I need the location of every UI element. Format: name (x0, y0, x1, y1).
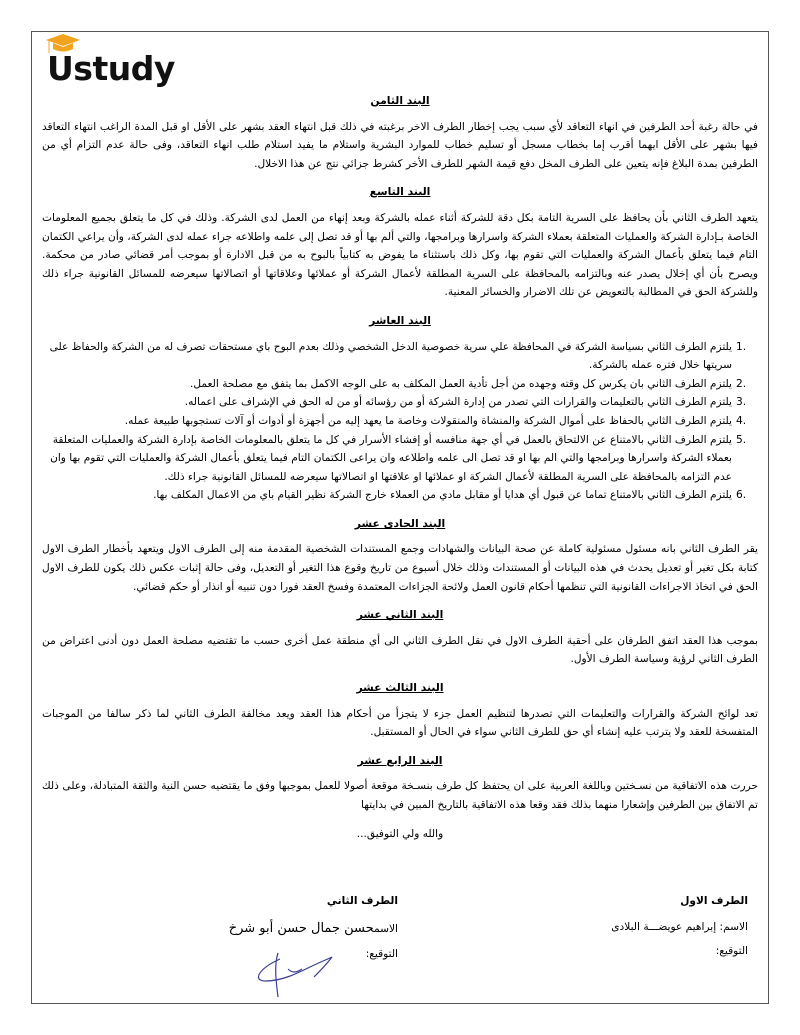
list-item (42, 338, 747, 375)
item-text: يلتزم الطرف الثاني بالحفاظ على أموال الشركة والمنشاة والمنقولات وخاصة ما يعهد إليه من أجهزة أو أدوات أو آلات تستجوبها طبيعة عمله. (124, 414, 732, 427)
first-party-name (488, 921, 748, 933)
clause-title: البند الرابع عشر (357, 753, 443, 767)
first-party-heading: الطرف الاول (680, 895, 748, 907)
clause-title: البند التاسع (369, 185, 431, 199)
item-text: يلتزم الطرف الثاني بسياسة الشركة في المحافظة علي سرية خصوصية الدخل الشخصي وذلك بعدم البوح باي مستحقات تصرف له من الشركة والحفاظ على سريتها خلال فتره عمله بالشركة. (49, 340, 732, 372)
second-party-name (138, 921, 398, 936)
item-text: يلتزم الطرف الثاني بان يكرس كل وقته وجهده من أجل تأدية العمل المكلف به على الوجه الاكمل بما يتفق مع مصلحة العمل. (190, 377, 732, 390)
item-text: يلتزم الطرف الثاني بالامتناع عن الالتحاق بالعمل في أي جهة منافسه أو إفشاء الأسرار في كل ما يتعلق بالمعلومات الخاصة بإدارة الشركة والعمليات المتعلقة بعملاء الشركة واسرارها وبرامجها والتي الم بها او قد تصل الى علمه واطلاعه وان يراعى الكتمان التام فيما يتعلق بأعمال الشركة والعمليات التي تقوم بها وان عدم التزامه بالمحافظة على السرية المطلقة لأعمال الشركة او عملائها او علاقتها او اتصالاتها سيعرضه للمسائل القانونية جراء ذلك. (50, 433, 732, 483)
item-number: 6. (736, 489, 747, 502)
name-label: الاسم (374, 923, 398, 935)
list-item (42, 486, 747, 505)
ustudy-logo (45, 33, 175, 93)
logo-text: Ustudy (47, 49, 175, 88)
list-item (42, 375, 747, 394)
item-number: 3. (736, 396, 747, 409)
clause-title: البند الثالث عشر (356, 681, 444, 695)
second-party-heading: الطرف الثاني (326, 895, 398, 907)
item-text: يلتزم الطرف الثاني بالتعليمات والقرارات التي تصدر من إدارة الشركة أو من رؤسائه أو من له الحق في الإشراف على اعماله. (184, 396, 732, 409)
clause-text: حررت هذه الاتفاقية من نسـختين وباللغة العربية على ان يحتفظ كل طرف بنسـخة موقعة أصولا للعمل بموجبها وفق ما يقتضيه حسن النية والثقة المتبادلة، وعلى ذلك تم الاتفاق بين الطرفين وإشعارا منهما بذلك فقد وقعا هذه الاتفاقية بالتاريخ المبين في بدايتها (42, 780, 758, 811)
clause-14 (42, 752, 758, 815)
first-party-signature-line (488, 945, 748, 957)
clause-title: البند الحادى عشر (354, 516, 446, 530)
list-item (42, 431, 747, 487)
clause-11 (42, 515, 758, 596)
clause-title: البند العاشر (369, 313, 431, 327)
signature-block (42, 895, 758, 995)
item-number: 1. (736, 340, 747, 353)
clause-8 (42, 92, 758, 173)
clause-text: بموجب هذا العقد اتفق الطرفان على أحقية الطرف الاول في نقل الطرف الثاني الى أي منطقة عمل أخرى حسب ما تقتضيه مصلحة العمل دون أدنى اعتراض من الطرف الثاني لرؤية وسياسة الطرف الأول. (42, 634, 758, 666)
clause-text: يتعهد الطرف الثاني بأن يحافظ على السرية التامة بكل دقة للشركة أثناء عمله بالشركة وبعد إنهاء من العمل لدى الشركة. وذلك في كل ما يتعلق بجميع المعلومات الخاصة بـإدارة الشركة والعمليات المتعلقة بعملاء الشركة واسرارها وبرامجها، والتي ألم بها أو قد تصل إلى علمه واطلاعه جراء عمله لدى الشركة، وأن يراعي الكتمان التام فيما يتعلق بأعمال الشركة والعمليات التي تقوم بها، وكل ذلك باستثناء ما يفوض به كتابياً بالبوح به من قبل الادارة أو بموجب أمر قضائي صادر من محكمة. ويصرح بأن أي إخلال يصدر عنه وبالتزامه بالمحافظة على السرية المطلقة لأعمال الشركة أو عملائها وعلاقاتها أو اتصالاتها سيعرضه للمسائل القانونية جراء ذلك وللشركة الحق في المطالبة بالتعويض عن تلك الاضرار والخسائر المعنية. (42, 211, 758, 299)
clause-9 (42, 183, 758, 302)
signature-label: التوقيع: (715, 945, 748, 957)
name-value: إبراهيم عويضـــة البلادى (611, 921, 717, 933)
clause-text: يقر الطرف الثاني بانه مسئول مسئولية كاملة عن صحة البيانات والشهادات وجمع المستندات الشخصية المقدمة منه إلى الطرف الاول ويتعهد بأخطار الطرف الاول كتابة بكل تغير أو تعديل يحدث في هذه البيانات أو المستندات وذلك خلال أسبوع من تاريخ وقوع هذا التغير أو التعديل، وفى حالة إثبات عكس ذلك يكون للطرف الاول الحق في اتخاذ الاجراءات القانونية التي تنظمها أحكام قانون العمل ولائحة الجزاءات المعتمدة وفسخ العقد فورا دون تنبيه أو انذار أو حكم قضائي. (42, 543, 758, 593)
list-item (42, 393, 747, 412)
clause-12 (42, 606, 758, 669)
clause-title: البند الثاني عشر (356, 608, 444, 622)
item-number: 2. (736, 377, 747, 390)
clause-text: تعد لوائح الشركة والقرارات والتعليمات التي تصدرها لتنظيم العمل جزء لا يتجزأ من أحكام هذا العقد ويعد مخالفة الطرف الثاني لما ذكر سالفا من الموجبات المتفسخة للعقد ولا يترتب عليه إنشاء أي حق للطرف الثاني سواء في الحال أو المستقبل. (42, 707, 758, 739)
clause-text: في حالة رغبة أحد الطرفين في انهاء التعاقد لأي سبب يجب إخطار الطرف الاخر برغبته في ذلك قبل انتهاء العقد بشهر على الأقل او قبل المدة الراغب انتهاء التعاقد فيها بشهر على الأقل ايهما أقرب إما بخطاب مسجل أو تسليم خطاب للموارد البشرية واستلام ما يفيد استلام طلب انهاء التعاقد، وفى حالة عدم التزام أي من الطرفين بمدة البلاغ فإنه يتعين على الطرف المخل دفع قيمة الشهر للطرف الأخر كشرط جزائي نتج عن هذا الاخلال. (42, 120, 758, 170)
item-text: يلتزم الطرف الثاني بالامتناع تماما عن قبول أي هدايا أو مقابل مادي من العملاء خارج الشركة نظير القيام باي من الاعمال المكلف بها. (153, 489, 732, 502)
first-party-signature (488, 895, 748, 969)
item-number: 4. (736, 414, 747, 427)
name-value: حسن جمال حسن أبو شرخ (228, 921, 374, 936)
signature-label: التوقيع: (365, 948, 398, 960)
clause-title: البند الثامن (370, 94, 430, 107)
clause-10 (42, 312, 758, 505)
name-label: الاسم: (719, 921, 748, 933)
item-number: 5. (736, 433, 747, 446)
contract-body (42, 92, 758, 855)
second-party-signature (138, 895, 398, 972)
clause-13 (42, 679, 758, 742)
obligations-list (42, 338, 758, 505)
handwritten-signature (248, 951, 338, 999)
list-item (42, 412, 747, 431)
closing-phrase: والله ولي التوفيق... (356, 827, 444, 840)
